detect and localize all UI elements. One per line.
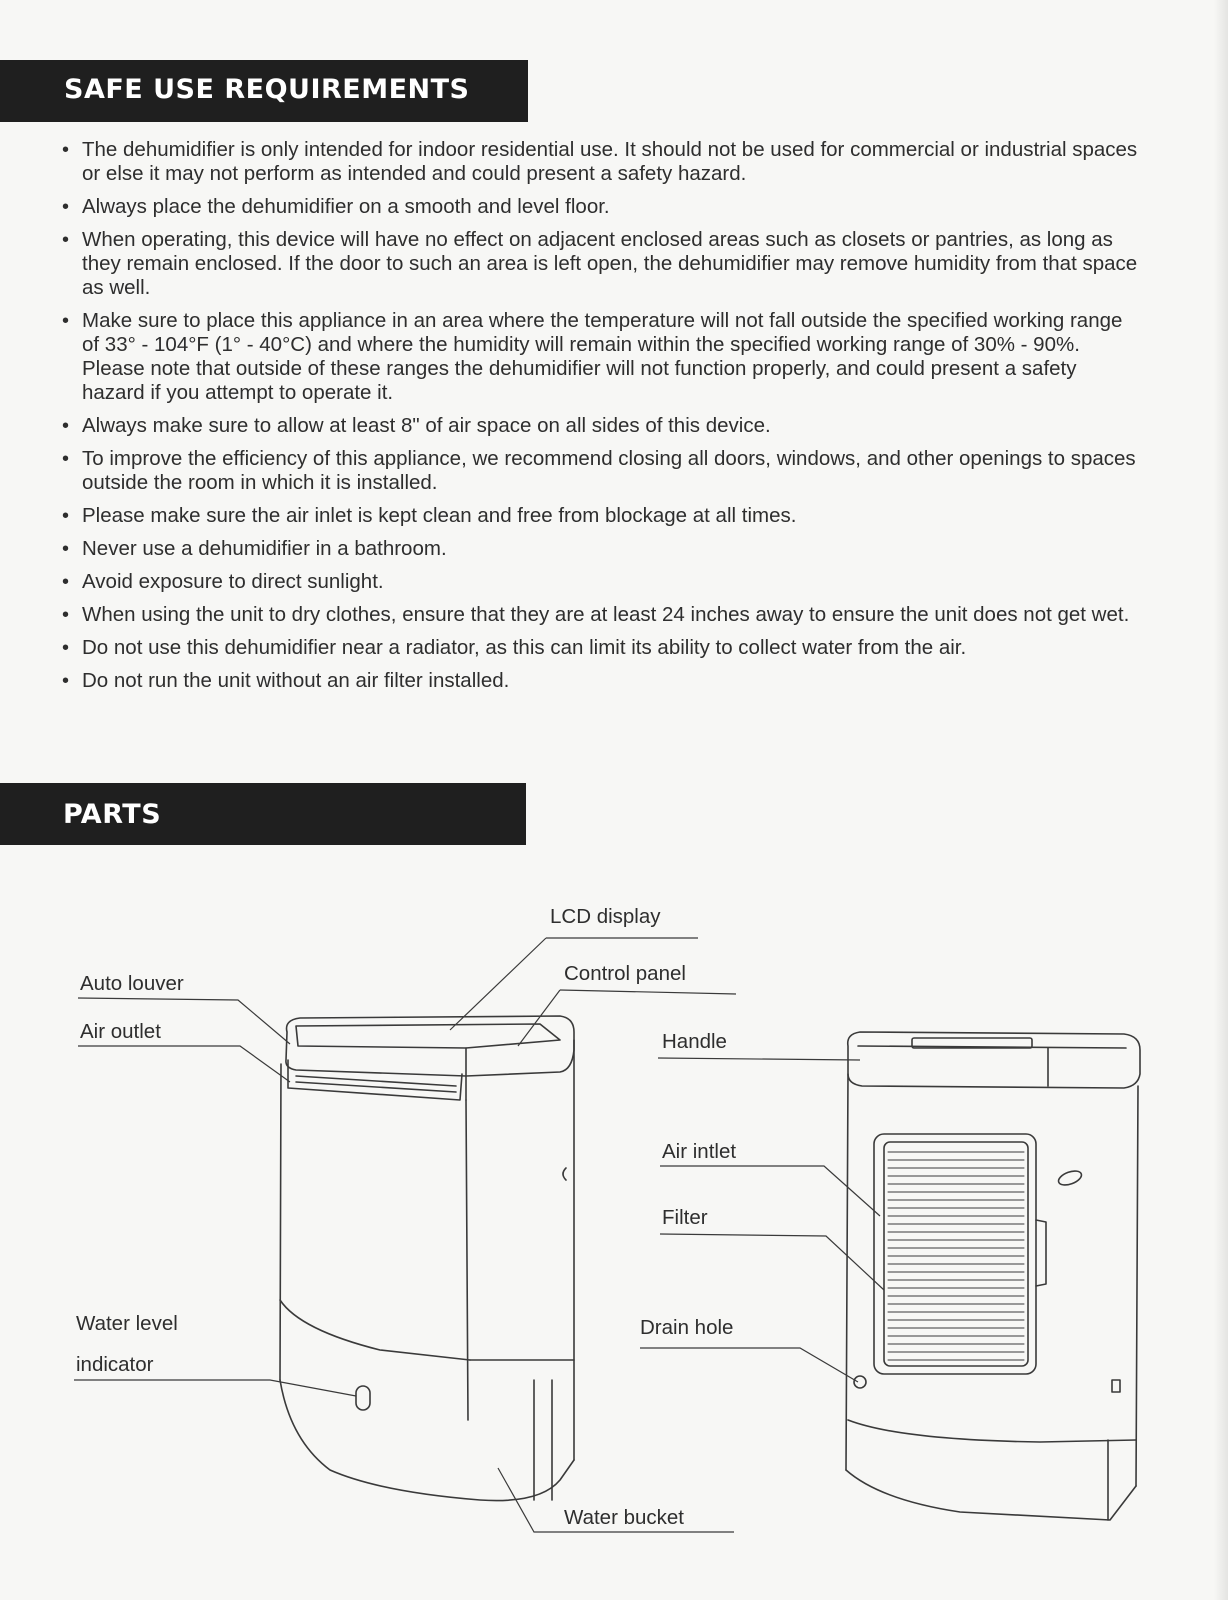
list-item: • Please make sure the air inlet is kept clean and free from blockage at all times. xyxy=(60,504,1140,528)
list-item: • When using the unit to dry clothes, ensure that they are at least 24 inches away to ensure the unit does not get wet. xyxy=(60,603,1140,627)
safe-use-heading: SAFE USE REQUIREMENTS xyxy=(0,60,528,122)
list-item: • To improve the efficiency of this appliance, we recommend closing all doors, windows, and other openings to spaces outside the room in which it is installed. xyxy=(60,447,1140,495)
air-outlet-label: Air outlet xyxy=(80,1020,161,1043)
list-item: • Avoid exposure to direct sunlight. xyxy=(60,570,1140,594)
air-inlet-label: Air intlet xyxy=(662,1140,737,1163)
auto-louver-label: Auto louver xyxy=(80,972,184,995)
water-bucket-label: Water bucket xyxy=(564,1506,685,1529)
list-item: • Make sure to place this appliance in an area where the temperature will not fall outside the specified working range of 33° - 104°F (1° - 40°C) and where the humidity will remain within the specified working range of 30% - 90%. Please note that outside of these ranges the dehumidifier will not function properly, and could present a safety hazard if you attempt to operate it. xyxy=(60,309,1140,405)
drain-hole-label: Drain hole xyxy=(640,1316,734,1339)
front-unit-illustration xyxy=(280,1016,574,1501)
filter-label: Filter xyxy=(662,1206,708,1229)
list-item: • Do not run the unit without an air filter installed. xyxy=(60,669,1140,693)
lcd-display-label: LCD display xyxy=(550,905,661,928)
list-item: • When operating, this device will have no effect on adjacent enclosed areas such as closets or pantries, as long as they remain enclosed. If the door to such an area is left open, the dehumidifier may remove humidity from that space as well. xyxy=(60,228,1140,300)
parts-heading: PARTS xyxy=(0,783,526,845)
handle-label: Handle xyxy=(662,1030,727,1053)
list-item: • Always place the dehumidifier on a smooth and level floor. xyxy=(60,195,1140,219)
list-item: • The dehumidifier is only intended for indoor residential use. It should not be used for commercial or industrial spaces or else it may not perform as intended and could present a safety hazard. xyxy=(60,138,1140,186)
back-unit-illustration xyxy=(846,1032,1140,1520)
water-level-indicator-label: indicator xyxy=(76,1353,154,1376)
water-level-label: Water level xyxy=(76,1312,178,1335)
list-item: • Always make sure to allow at least 8" of air space on all sides of this device. xyxy=(60,414,1140,438)
list-item: • Do not use this dehumidifier near a radiator, as this can limit its ability to collect water from the air. xyxy=(60,636,1140,660)
list-item: • Never use a dehumidifier in a bathroom. xyxy=(60,537,1140,561)
control-panel-label: Control panel xyxy=(564,962,686,985)
leader-lines xyxy=(74,938,884,1532)
